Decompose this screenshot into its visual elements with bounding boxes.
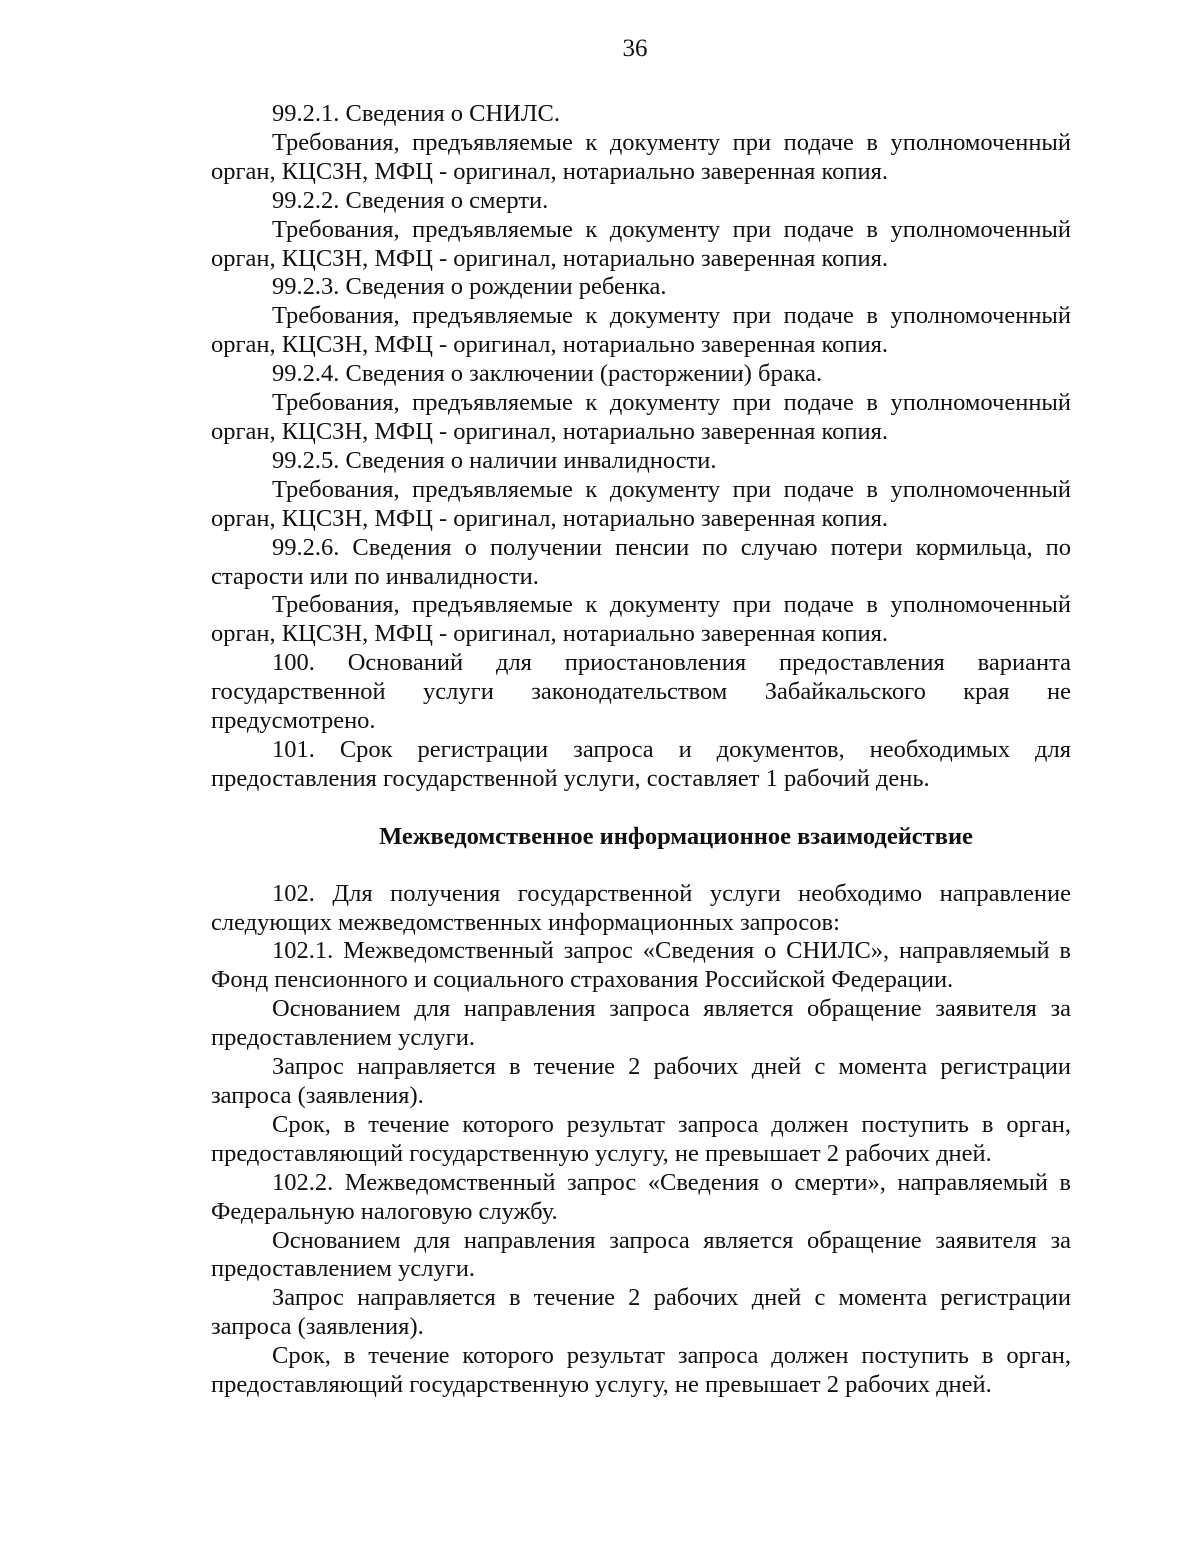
paragraph: 99.2.6. Сведения о получении пенсии по случаю потери кормильца, по старости или по инвалидности.: [211, 533, 1071, 590]
paragraph: Требования, предъявляемые к документу при подаче в уполномоченный орган, КЦСЗН, МФЦ - оригинал, нотариально заверенная копия.: [211, 215, 1071, 272]
paragraph: Срок, в течение которого результат запроса должен поступить в орган, предоставляющий государственную услугу, не превышает 2 рабочих дней.: [211, 1342, 1071, 1399]
paragraph: 101. Срок регистрации запроса и документов, необходимых для предоставления государственной услуги, составляет 1 рабочий день.: [211, 735, 1071, 792]
paragraph: 102.2. Межведомственный запрос «Сведения о смерти», направляемый в Федеральную налоговую службу.: [211, 1168, 1071, 1225]
paragraph: 100. Оснований для приостановления предоставления варианта государственной услуги законодательством Забайкальского края не предусмотрено.: [211, 649, 1071, 735]
document-body: [211, 100, 1071, 1400]
paragraph: 99.2.1. Сведения о СНИЛС.: [272, 100, 560, 127]
paragraph: Требования, предъявляемые к документу при подаче в уполномоченный орган, КЦСЗН, МФЦ - оригинал, нотариально заверенная копия.: [211, 591, 1071, 648]
paragraph: Запрос направляется в течение 2 рабочих дней с момента регистрации запроса (заявления).: [211, 1053, 1071, 1109]
paragraph: Требования, предъявляемые к документу при подаче в уполномоченный орган, КЦСЗН, МФЦ - оригинал, нотариально заверенная копия.: [211, 475, 1071, 532]
paragraph: 99.2.5. Сведения о наличии инвалидности.: [272, 446, 717, 474]
section-heading: Межведомственное информационное взаимодействие: [379, 822, 973, 850]
paragraph: 99.2.4. Сведения о заключении (расторжении) брака.: [272, 360, 823, 388]
paragraph: Требования, предъявляемые к документу при подаче в уполномоченный орган, КЦСЗН, МФЦ - оригинал, нотариально заверенная копия.: [211, 302, 1071, 359]
paragraph: Запрос направляется в течение 2 рабочих дней с момента регистрации запроса (заявления).: [211, 1284, 1071, 1341]
paragraph: Требования, предъявляемые к документу при подаче в уполномоченный орган, КЦСЗН, МФЦ - оригинал, нотариально заверенная копия.: [211, 128, 1071, 185]
paragraph: Основанием для направления запроса является обращение заявителя за предоставлением услуги.: [211, 1226, 1071, 1283]
page-number: 36: [622, 35, 648, 62]
paragraph: Основанием для направления запроса является обращение заявителя за предоставлением услуги.: [211, 995, 1071, 1052]
paragraph: Срок, в течение которого результат запроса должен поступить в орган, предоставляющий государственную услугу, не превышает 2 рабочих дней.: [211, 1110, 1071, 1167]
paragraph: 102.1. Межведомственный запрос «Сведения о СНИЛС», направляемый в Фонд пенсионного и социального страхования Российской Федерации.: [211, 937, 1071, 994]
paragraph: Требования, предъявляемые к документу при подаче в уполномоченный орган, КЦСЗН, МФЦ - оригинал, нотариально заверенная копия.: [211, 389, 1071, 445]
paragraph: 99.2.3. Сведения о рождении ребенка.: [272, 273, 667, 301]
paragraph: 102. Для получения государственной услуги необходимо направление следующих межведомственных информационных запросов:: [211, 879, 1071, 936]
paragraph: 99.2.2. Сведения о смерти.: [272, 186, 549, 214]
